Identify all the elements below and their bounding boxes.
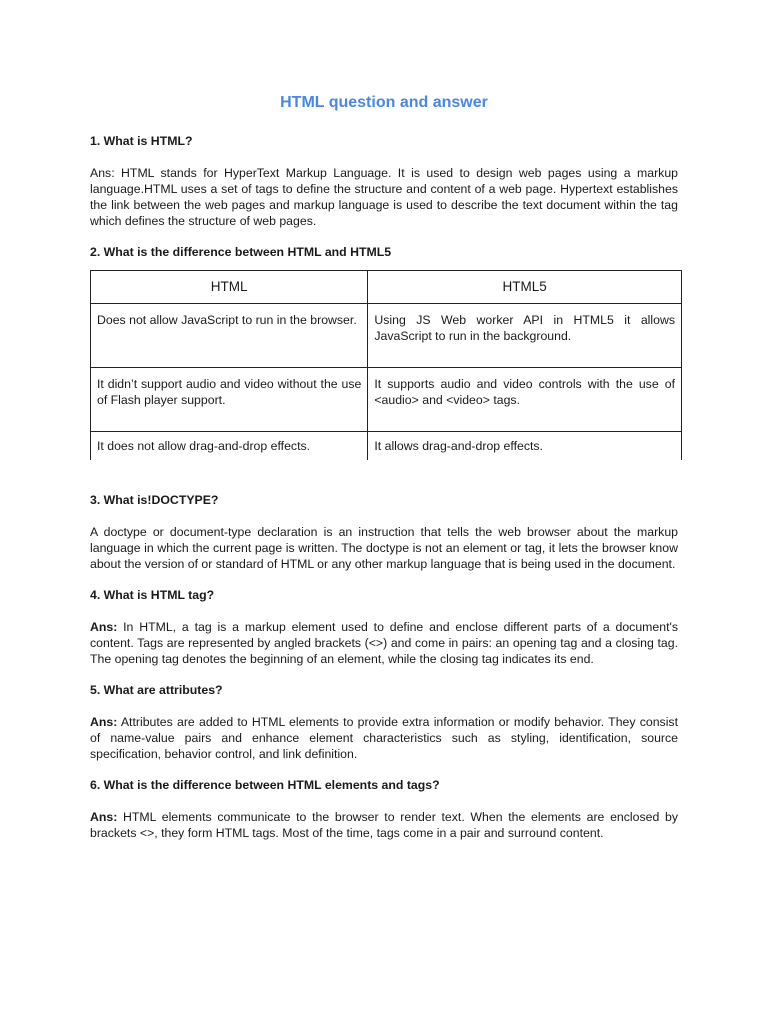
answer-text: HTML elements communicate to the browser to render text. When the elements are enclosed by brackets <>, they form HTML tags. Most of the time, tags come in a pair and surround content. bbox=[90, 810, 678, 840]
table-cell: It supports audio and video controls with the use of <audio> and <video> tags. bbox=[368, 368, 682, 432]
table-row bbox=[91, 368, 682, 432]
answer-4 bbox=[90, 619, 678, 667]
table-cell: Using JS Web worker API in HTML5 it allows JavaScript to run in the background. bbox=[368, 304, 682, 368]
question-6: 6. What is the difference between HTML elements and tags? bbox=[90, 778, 440, 792]
question-3: 3. What is!DOCTYPE? bbox=[90, 493, 219, 507]
answer-5 bbox=[90, 714, 678, 762]
table-row bbox=[91, 432, 682, 461]
table-cell: Does not allow JavaScript to run in the browser. bbox=[91, 304, 368, 368]
answer-text: Attributes are added to HTML elements to provide extra information or modify behavior. They consist of name-value pairs and enhance element characteristics such as styling, identification, source specification, behavior control, and link definition. bbox=[90, 715, 678, 761]
table-cell: It does not allow drag-and-drop effects. bbox=[91, 432, 368, 461]
page-title: HTML question and answer bbox=[280, 94, 488, 111]
answer-1: Ans: HTML stands for HyperText Markup Language. It is used to design web pages using a markup language.HTML uses a set of tags to define the structure and content of a web page. Hypertext establishes the link between the web pages and markup language is used to describe the text document within the tag which defines the structure of web pages. bbox=[90, 166, 678, 228]
answer-prefix: Ans: bbox=[90, 810, 118, 824]
table-header-html5: HTML5 bbox=[368, 271, 682, 304]
question-2: 2. What is the difference between HTML and HTML5 bbox=[90, 245, 392, 259]
table-cell: It didn’t support audio and video without the use of Flash player support. bbox=[91, 368, 368, 432]
comparison-table bbox=[90, 270, 682, 460]
table-cell: It allows drag-and-drop effects. bbox=[368, 432, 682, 461]
answer-text: In HTML, a tag is a markup element used to define and enclose different parts of a document's content. Tags are represented by angled brackets (<>) and come in pairs: an opening tag and a closing tag. The opening tag denotes the beginning of an element, while the closing tag indicates its end. bbox=[90, 620, 678, 666]
question-4: 4. What is HTML tag? bbox=[90, 588, 215, 602]
table-header-html: HTML bbox=[91, 271, 368, 304]
answer-prefix: Ans: bbox=[90, 620, 118, 634]
answer-6 bbox=[90, 809, 678, 841]
question-5: 5. What are attributes? bbox=[90, 683, 223, 697]
answer-prefix: Ans: bbox=[90, 715, 118, 729]
table-row bbox=[91, 304, 682, 368]
answer-3: A doctype or document-type declaration is an instruction that tells the web browser about the markup language in which the current page is written. The doctype is not an element or tag, it lets the browser know about the version of or standard of HTML or any other markup language that is being used in the document. bbox=[90, 525, 678, 571]
question-1: 1. What is HTML? bbox=[90, 134, 193, 148]
table-header-row bbox=[91, 271, 682, 304]
